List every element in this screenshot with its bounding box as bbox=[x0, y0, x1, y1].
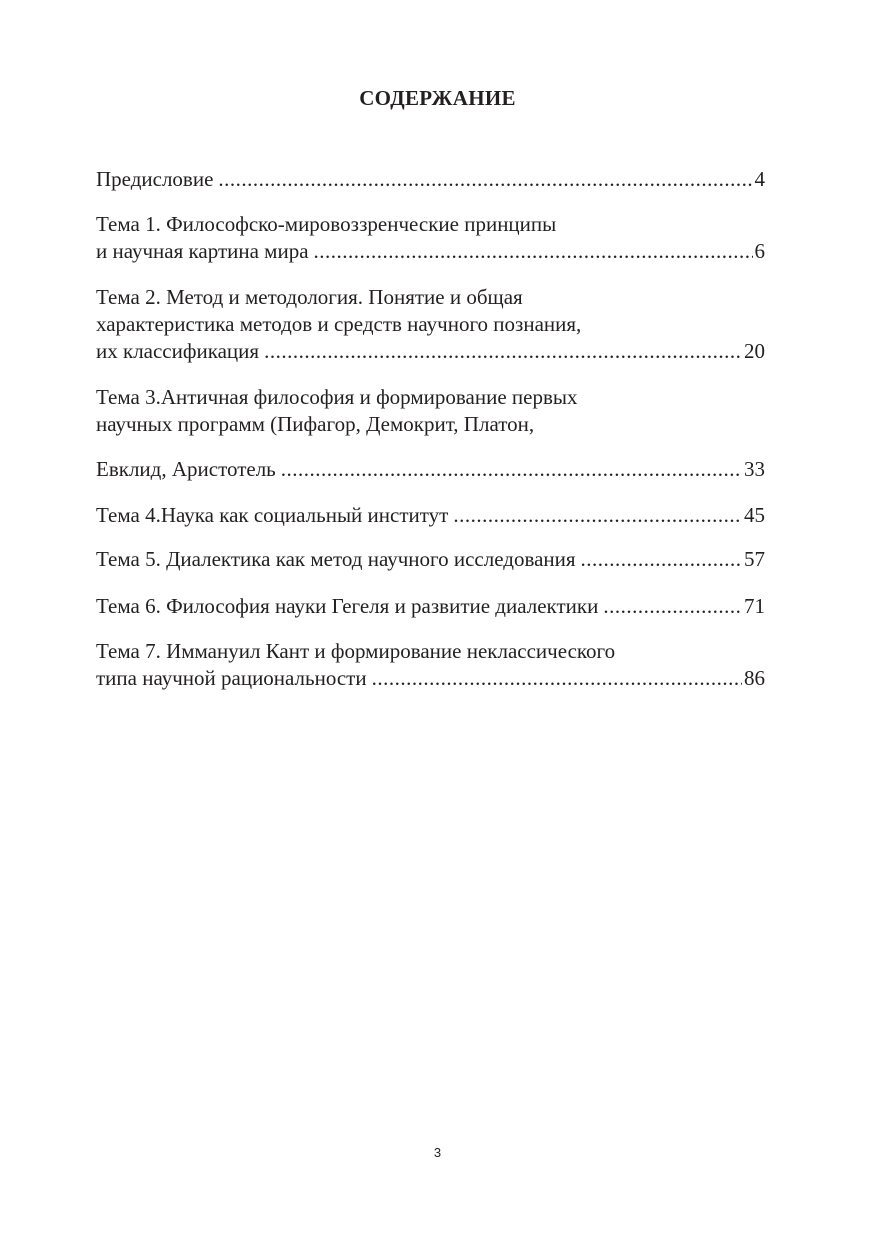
dot-leader bbox=[218, 166, 752, 193]
toc-entry-topic-1[interactable] bbox=[96, 211, 765, 265]
dot-leader bbox=[603, 593, 742, 620]
toc-entry-title: Тема 1. Философско-мировоззренческие принципы bbox=[96, 212, 557, 236]
toc-entry-topic-7[interactable] bbox=[96, 638, 765, 692]
toc-entry-preface[interactable] bbox=[96, 166, 765, 193]
toc-page-number: 33 bbox=[744, 457, 765, 481]
toc-entry-title: Тема 2. Метод и методология. Понятие и общая bbox=[96, 285, 523, 309]
dot-leader bbox=[372, 665, 742, 692]
toc-entry-title-continuation: типа научной рациональности bbox=[96, 666, 367, 690]
toc-entry-title: Тема 3.Античная философия и формирование первых bbox=[96, 385, 578, 409]
toc-entry-title-continuation: характеристика методов и средств научного познания, bbox=[96, 312, 582, 336]
toc-entry-topic-4[interactable] bbox=[96, 502, 765, 529]
toc-entry-title: Тема 6. Философия науки Гегеля и развитие диалектики bbox=[96, 594, 599, 618]
toc-entry-title-continuation: и научная картина мира bbox=[96, 239, 309, 263]
toc-page-number: 4 bbox=[754, 167, 765, 191]
blank-line bbox=[96, 438, 765, 456]
toc-entry-line bbox=[96, 665, 765, 692]
toc-entry-line bbox=[96, 166, 765, 193]
toc-entry-line bbox=[96, 502, 765, 529]
page-title: СОДЕРЖАНИЕ bbox=[359, 86, 516, 110]
toc-entry-title-continuation: их классификация bbox=[96, 339, 260, 363]
toc-entry-title: Предисловие bbox=[96, 167, 214, 191]
toc-entry-topic-6[interactable] bbox=[96, 593, 765, 620]
toc-entry-topic-5[interactable] bbox=[96, 546, 765, 573]
toc-page-number: 86 bbox=[744, 666, 765, 690]
dot-leader bbox=[453, 502, 742, 529]
toc-page-number: 6 bbox=[754, 239, 765, 263]
dot-leader bbox=[314, 238, 753, 265]
toc-page-number: 20 bbox=[744, 339, 765, 363]
toc-entry-title: Тема 5. Диалектика как метод научного исследования bbox=[96, 547, 576, 571]
toc-entry-line bbox=[96, 338, 765, 365]
toc-page-number: 71 bbox=[744, 594, 765, 618]
dot-leader bbox=[281, 456, 742, 483]
toc-entry-topic-2[interactable] bbox=[96, 284, 765, 365]
dot-leader bbox=[264, 338, 742, 365]
toc-entry-line bbox=[96, 238, 765, 265]
toc-page-number: 57 bbox=[744, 547, 765, 571]
toc-entry-line bbox=[96, 456, 765, 483]
page-number: 3 bbox=[433, 1145, 442, 1160]
toc-page-number: 45 bbox=[744, 503, 765, 527]
toc-entry-line bbox=[96, 546, 765, 573]
toc-entry-line bbox=[96, 593, 765, 620]
toc-entry-title: Тема 7. Иммануил Кант и формирование неклассического bbox=[96, 639, 616, 663]
toc-entry-title-continuation: Евклид, Аристотель bbox=[96, 457, 276, 481]
toc-entry-topic-3[interactable] bbox=[96, 384, 765, 483]
toc-entry-title: Тема 4.Наука как социальный институт bbox=[96, 503, 449, 527]
toc-entry-title-continuation: научных программ (Пифагор, Демокрит, Платон, bbox=[96, 412, 535, 436]
dot-leader bbox=[581, 546, 742, 573]
